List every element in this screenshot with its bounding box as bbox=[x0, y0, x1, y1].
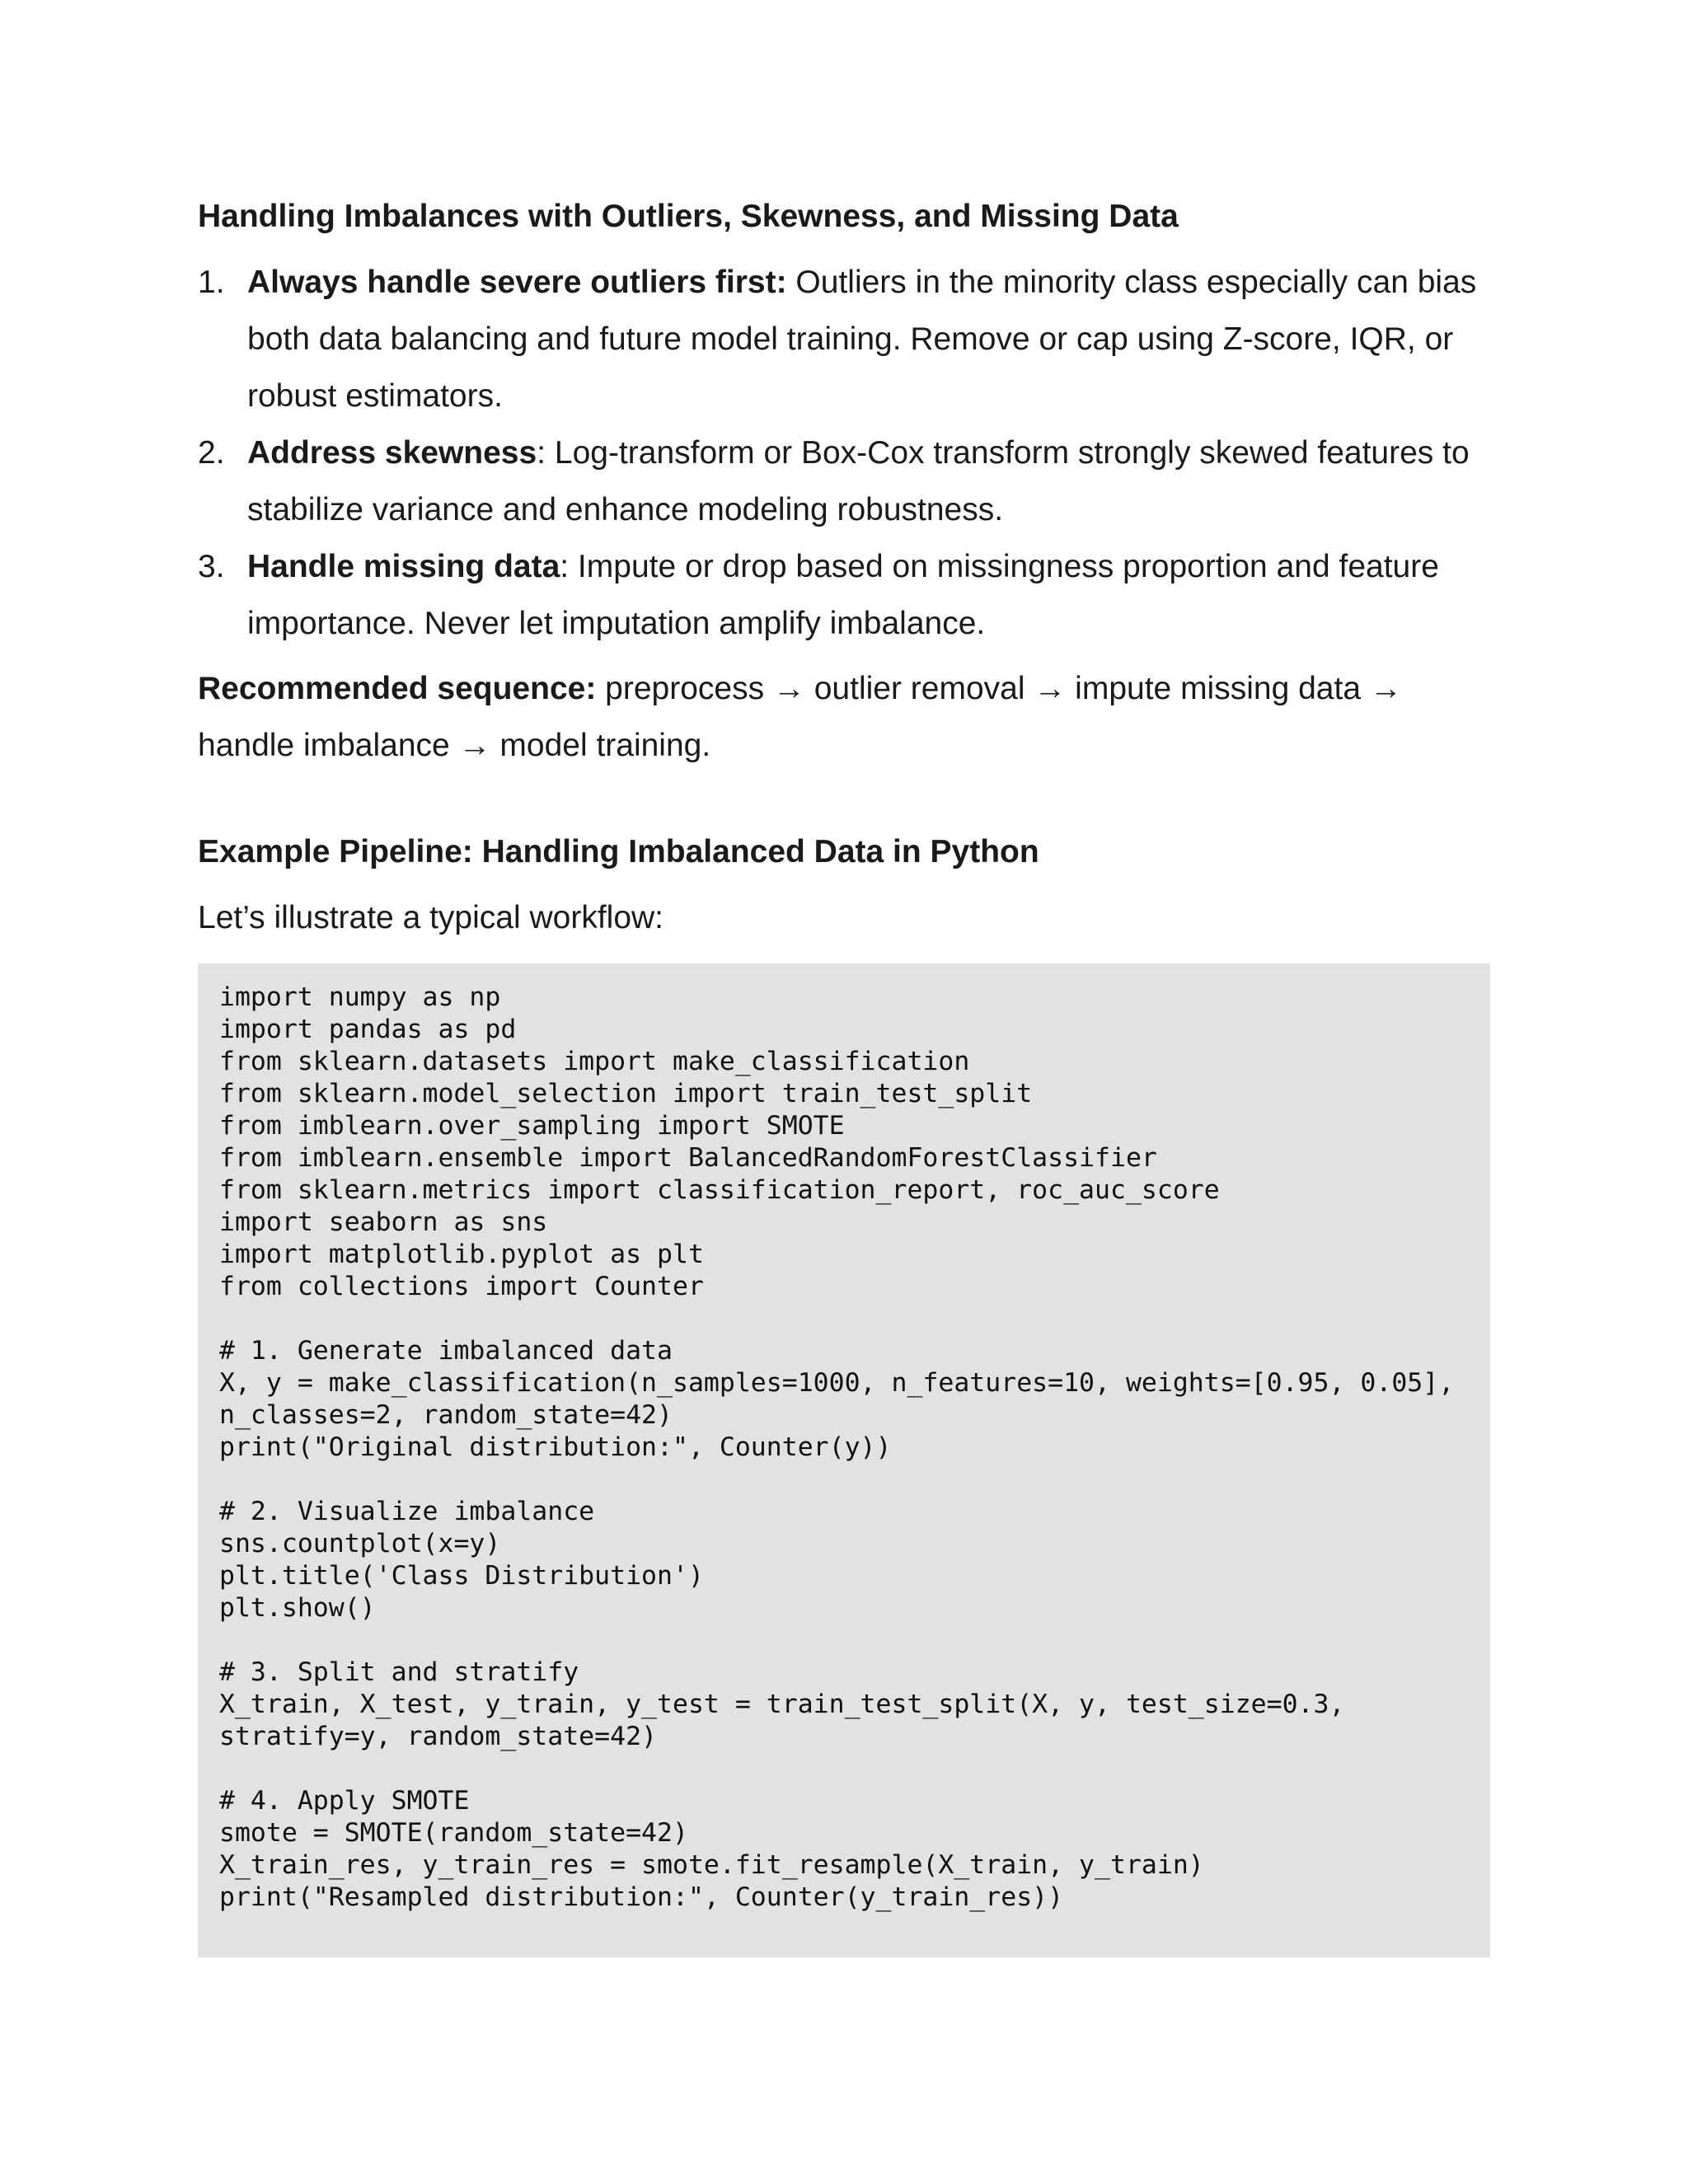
code-line: plt.show() bbox=[219, 1593, 376, 1623]
code-line: print("Original distribution:", Counter(y)) bbox=[219, 1432, 892, 1462]
code-line: from sklearn.model_selection import train_test_split bbox=[219, 1079, 1033, 1108]
code-line: # 3. Split and stratify bbox=[219, 1657, 579, 1687]
list-number: 3. bbox=[198, 549, 225, 584]
code-line: import pandas as pd bbox=[219, 1015, 517, 1044]
code-line: # 2. Visualize imbalance bbox=[219, 1497, 595, 1526]
code-line: # 4. Apply SMOTE bbox=[219, 1786, 470, 1816]
section-heading-imbalances: Handling Imbalances with Outliers, Skewness, and Missing Data bbox=[198, 199, 1179, 234]
steps-list bbox=[198, 254, 1490, 652]
code-line: # 1. Generate imbalanced data bbox=[219, 1336, 673, 1366]
code-line: stratify=y, random_state=42) bbox=[219, 1722, 658, 1751]
recommended-sequence bbox=[198, 660, 1490, 774]
list-number: 2. bbox=[198, 435, 225, 471]
code-block bbox=[198, 963, 1490, 1957]
code-line: X_train_res, y_train_res = smote.fit_resample(X_train, y_train) bbox=[219, 1850, 1204, 1880]
recommended-text: preprocess → outlier removal → impute missing data → handle imbalance → model training. bbox=[198, 671, 1402, 763]
recommended-label: Recommended sequence: bbox=[198, 671, 597, 706]
list-item bbox=[198, 254, 1490, 424]
code-line: from collections import Counter bbox=[219, 1272, 704, 1301]
code-line bbox=[219, 1303, 1469, 1335]
code-line: X, y = make_classification(n_samples=1000, n_features=10, weights=[0.95, 0.05], bbox=[219, 1368, 1455, 1398]
list-item-text: : Log-transform or Box-Cox transform strongly skewed features to stabilize variance and enhance modeling robustness. bbox=[247, 435, 1470, 527]
code-line: from imblearn.ensemble import BalancedRandomForestClassifier bbox=[219, 1143, 1157, 1173]
code-line: import matplotlib.pyplot as plt bbox=[219, 1240, 704, 1269]
code-line: import seaborn as sns bbox=[219, 1207, 548, 1237]
list-item-bold: Address skewness bbox=[247, 435, 537, 471]
list-item-text: : Impute or drop based on missingness proportion and feature importance. Never let imputation amplify imbalance. bbox=[247, 549, 1439, 641]
code-line: X_train, X_test, y_train, y_test = train_test_split(X, y, test_size=0.3, bbox=[219, 1690, 1345, 1719]
code-line: from sklearn.metrics import classification_report, roc_auc_score bbox=[219, 1175, 1220, 1205]
code-line bbox=[219, 1624, 1469, 1657]
section-heading-pipeline: Example Pipeline: Handling Imbalanced Data in Python bbox=[198, 834, 1039, 869]
code-line: from imblearn.over_sampling import SMOTE bbox=[219, 1111, 845, 1141]
list-item bbox=[198, 424, 1490, 538]
code-line: print("Resampled distribution:", Counter(y_train_res)) bbox=[219, 1882, 1064, 1912]
code-line: sns.countplot(x=y) bbox=[219, 1529, 501, 1558]
code-line: import numpy as np bbox=[219, 982, 501, 1012]
pipeline-intro: Let’s illustrate a typical workflow: bbox=[198, 900, 664, 935]
code-line: from sklearn.datasets import make_classification bbox=[219, 1047, 970, 1076]
code-line: n_classes=2, random_state=42) bbox=[219, 1400, 673, 1430]
code-line: smote = SMOTE(random_state=42) bbox=[219, 1818, 688, 1848]
list-number: 1. bbox=[198, 265, 225, 300]
code-line bbox=[219, 1464, 1469, 1496]
list-item-text: Outliers in the minority class especially can bias both data balancing and future model training. Remove or cap using Z-score, IQR, or robust estimators. bbox=[247, 265, 1477, 414]
code-line: plt.title('Class Distribution') bbox=[219, 1561, 704, 1591]
list-item-bold: Handle missing data bbox=[247, 549, 560, 584]
list-item bbox=[198, 538, 1490, 652]
code-line bbox=[219, 1753, 1469, 1785]
document-page bbox=[198, 188, 1490, 1957]
list-item-bold: Always handle severe outliers first: bbox=[247, 265, 787, 300]
